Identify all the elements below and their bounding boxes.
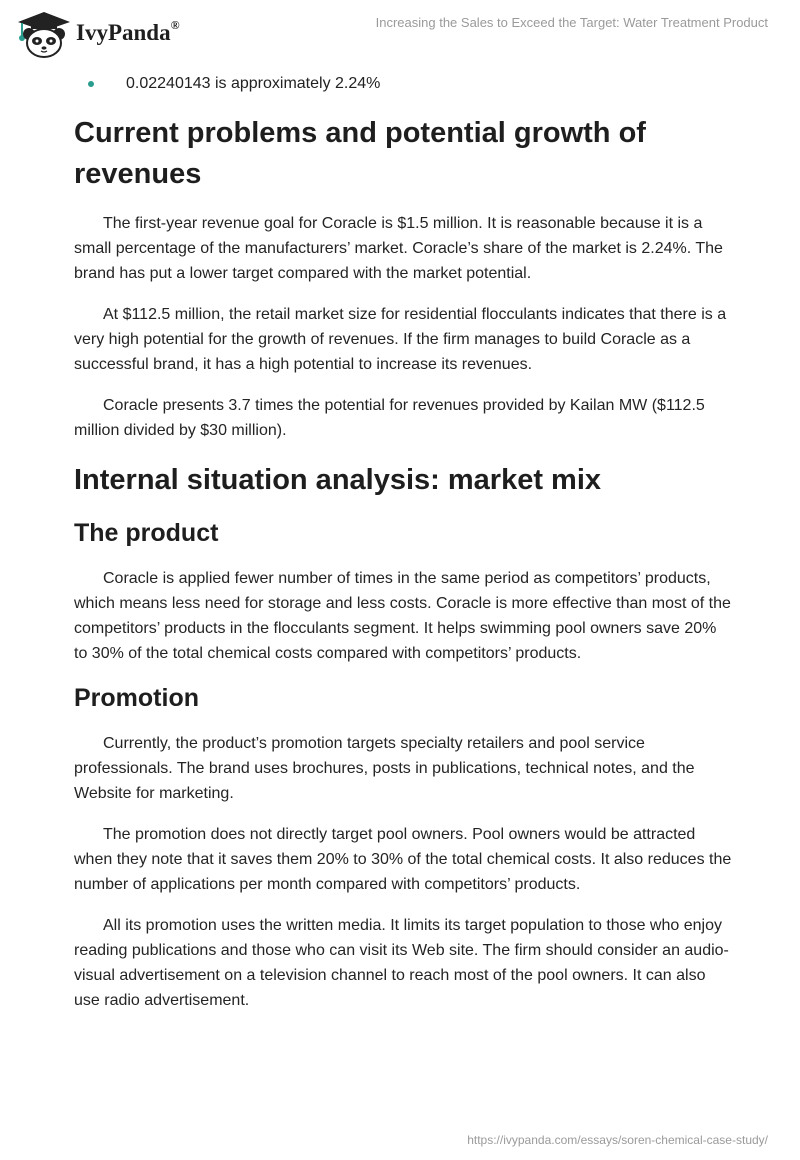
bullet-text: 0.02240143 is approximately 2.24% [126,75,381,92]
source-url-link[interactable]: https://ivypanda.com/essays/soren-chemical-case-study/ [467,1133,768,1147]
paragraph: All its promotion uses the written media. It limits its target population to those who enjoy reading publications and those who can visit its Web site. The firm should consider an audio-visual advertisement on a television channel to reach most of the pool owners. It can also use radio advertisement. [74,917,729,1009]
heading-current-problems: Current problems and potential growth of revenues [74,117,646,190]
paragraph: At $112.5 million, the retail market size for residential flocculants indicates that there is a very high potential for the growth of revenues. If the firm manages to build Coracle as a successful brand, it has a high potential to increase its revenues. [74,306,727,373]
heading-the-product: The product [74,519,219,547]
essay-body [74,72,734,1029]
page-header [0,0,800,64]
heading-promotion: Promotion [74,684,199,712]
heading-internal-analysis: Internal situation analysis: market mix [74,464,602,496]
paragraph: Coracle is applied fewer number of times in the same period as competitors’ products, which means less need for storage and less costs. Coracle is more effective than most of the competitors’ products in the flocculants segment. It helps swimming pool owners save 20% to 30% of the total chemical costs compared with competitors’ products. [74,570,731,662]
document-title: Increasing the Sales to Exceed the Target: Water Treatment Product [375,15,768,30]
registered-mark: ® [170,18,180,33]
brand-name[interactable]: IvyPanda® [76,18,180,45]
panda-logo-icon[interactable] [14,10,74,58]
paragraph: The first-year revenue goal for Coracle is $1.5 million. It is reasonable because it is a small percentage of the manufacturers’ market. Coracle’s share of the market is 2.24%. The brand has put a lower target compared with the market potential. [74,215,723,282]
bullet-dot-icon [88,81,94,87]
paragraph: Coracle presents 3.7 times the potential for revenues provided by Kailan MW ($112.5 million divided by $30 million). [74,397,705,439]
paragraph: Currently, the product’s promotion targets specialty retailers and pool service professionals. The brand uses brochures, posts in publications, technical notes, and the Website for marketing. [74,735,695,802]
list-item [88,72,734,96]
paragraph: The promotion does not directly target pool owners. Pool owners would be attracted when they note that it saves them 20% to 30% of the total chemical costs. It also reduces the number of applications per month compared with competitors’ products. [74,826,732,893]
